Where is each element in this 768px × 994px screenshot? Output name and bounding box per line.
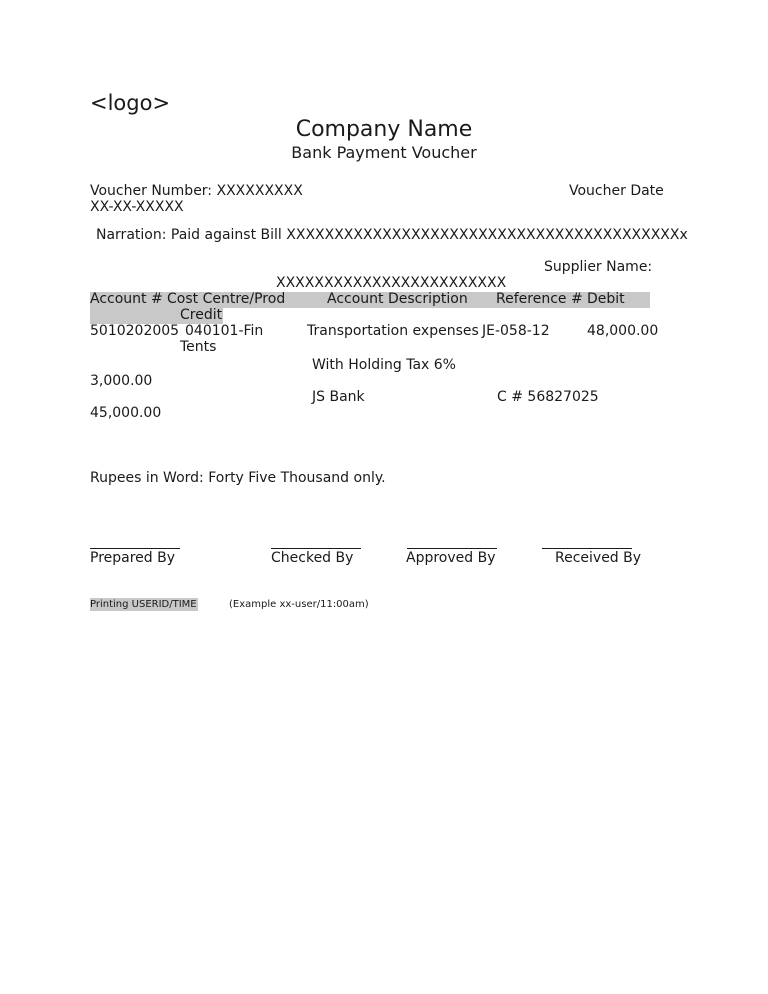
row1-reference: JE-058-12 xyxy=(482,323,550,339)
approved-signature-line xyxy=(407,548,497,549)
approved-by-label: Approved By xyxy=(406,550,496,566)
header-debit: Debit xyxy=(587,291,625,307)
row2-credit: 3,000.00 xyxy=(90,373,153,389)
row3-description: JS Bank xyxy=(312,389,365,405)
rupees-in-word: Rupees in Word: Forty Five Thousand only. xyxy=(90,470,386,486)
printing-userid-label: Printing USERID/TIME xyxy=(90,599,197,610)
voucher-date-label: Voucher Date xyxy=(569,183,664,199)
row2-description: With Holding Tax 6% xyxy=(312,357,456,373)
received-signature-line xyxy=(542,548,632,549)
row3-reference: C # 56827025 xyxy=(497,389,599,405)
prepared-signature-line xyxy=(90,548,180,549)
header-cost-centre: Cost Centre/Prod xyxy=(167,291,286,307)
company-name: Company Name xyxy=(295,117,473,142)
printing-example: (Example xx-user/11:00am) xyxy=(229,599,369,610)
row1-debit: 48,000.00 xyxy=(587,323,659,339)
row1-cost-centre-cont: Tents xyxy=(180,339,217,355)
header-description: Account Description xyxy=(327,291,468,307)
supplier-name: XXXXXXXXXXXXXXXXXXXXXXXX xyxy=(276,275,507,291)
row1-description: Transportation expenses xyxy=(307,323,479,339)
voucher-title: Bank Payment Voucher xyxy=(291,143,477,162)
header-credit: Credit xyxy=(180,307,223,323)
voucher-number-value: XXXXXXXXX xyxy=(216,183,303,199)
checked-signature-line xyxy=(271,548,361,549)
received-by-label: Received By xyxy=(555,550,642,566)
header-account: Account # xyxy=(90,291,163,307)
logo-placeholder: <logo> xyxy=(90,91,171,115)
voucher-date-value: XX-XX-XXXXX xyxy=(90,199,184,215)
row3-credit: 45,000.00 xyxy=(90,405,162,421)
checked-by-label: Checked By xyxy=(271,550,354,566)
row1-cost-centre: 040101-Fin xyxy=(185,323,264,339)
header-reference: Reference # xyxy=(496,291,583,307)
supplier-label: Supplier Name: xyxy=(544,259,653,275)
row1-account: 5010202005 xyxy=(90,323,180,339)
prepared-by-label: Prepared By xyxy=(90,550,176,566)
voucher-number-label: Voucher Number: xyxy=(90,183,213,199)
narration: Narration: Paid against Bill XXXXXXXXXXXXXXXXXXXXXXXXXXXXXXXXXXXXXXXXXx xyxy=(96,227,688,243)
voucher-number-line xyxy=(90,183,303,199)
